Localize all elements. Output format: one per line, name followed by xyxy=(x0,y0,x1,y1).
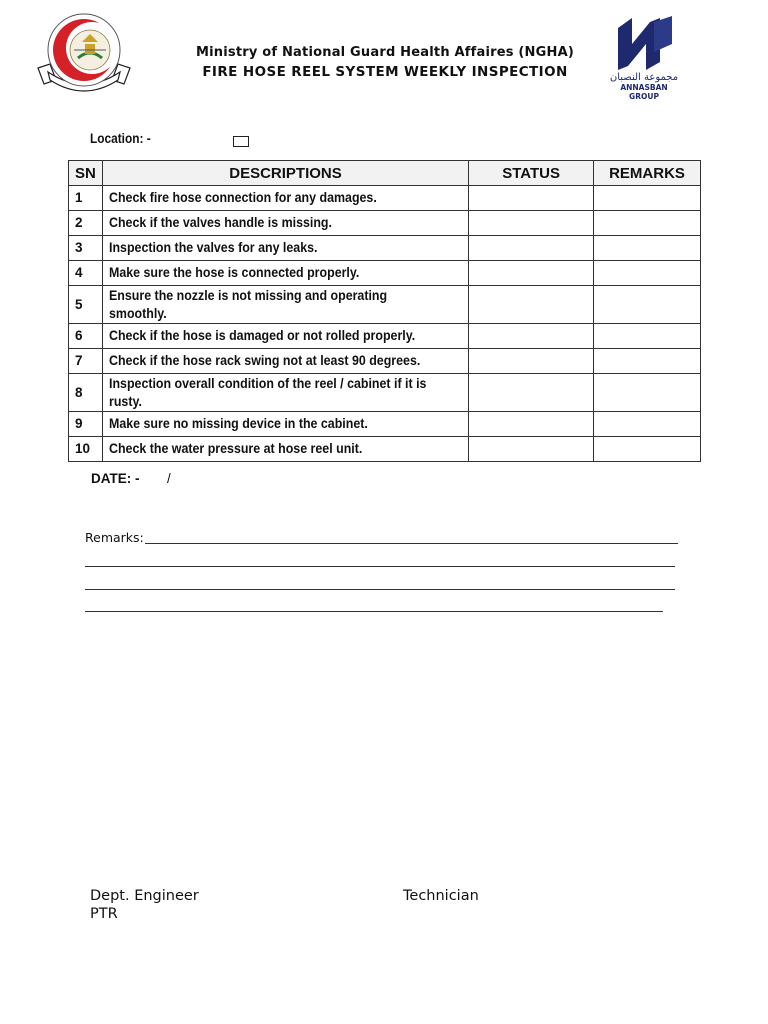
inspection-table xyxy=(68,160,701,462)
row-sn: 5 xyxy=(69,286,103,324)
row-remarks-cell[interactable] xyxy=(594,374,701,412)
row-status-cell[interactable] xyxy=(469,374,594,412)
row-description: Make sure the hose is connected properly. xyxy=(102,261,468,286)
remarks-label: Remarks: xyxy=(85,530,144,545)
row-description: Check if the hose is damaged or not rolled properly. xyxy=(102,324,468,349)
row-status-cell[interactable] xyxy=(469,211,594,236)
row-status-cell[interactable] xyxy=(469,412,594,437)
table-row xyxy=(69,437,701,462)
location-label: Location: - xyxy=(90,131,151,146)
row-remarks-cell[interactable] xyxy=(594,286,701,324)
row-status-cell[interactable] xyxy=(469,236,594,261)
page-title: FIRE HOSE REEL SYSTEM WEEKLY INSPECTION xyxy=(202,64,568,80)
date-separator: / xyxy=(167,471,171,486)
row-remarks-cell[interactable] xyxy=(594,412,701,437)
row-description: Check fire hose connection for any damages. xyxy=(102,186,468,211)
row-sn: 3 xyxy=(69,236,103,261)
table-row xyxy=(69,349,701,374)
column-header-status: STATUS xyxy=(469,161,594,186)
location-checkbox[interactable] xyxy=(233,136,249,147)
row-description: Check if the hose rack swing not at least 90 degrees. xyxy=(102,349,468,374)
table-header-row xyxy=(69,161,701,186)
annasban-group-logo xyxy=(606,14,682,101)
row-sn: 1 xyxy=(69,186,103,211)
table-row xyxy=(69,374,701,412)
row-status-cell[interactable] xyxy=(469,324,594,349)
row-remarks-cell[interactable] xyxy=(594,211,701,236)
table-row xyxy=(69,211,701,236)
row-status-cell[interactable] xyxy=(469,349,594,374)
row-description: Inspection overall condition of the reel / cabinet if it is rusty. xyxy=(102,374,468,412)
row-sn: 6 xyxy=(69,324,103,349)
row-remarks-cell[interactable] xyxy=(594,437,701,462)
row-status-cell[interactable] xyxy=(469,261,594,286)
ministry-name: Ministry of National Guard Health Affaires (NGHA) xyxy=(196,45,574,60)
row-remarks-cell[interactable] xyxy=(594,324,701,349)
remarks-line[interactable] xyxy=(85,611,663,612)
ngha-emblem-logo xyxy=(34,10,134,96)
ptr-label: PTR xyxy=(90,906,118,922)
table-row xyxy=(69,412,701,437)
row-description: Make sure no missing device in the cabinet. xyxy=(102,412,468,437)
table-row xyxy=(69,261,701,286)
row-remarks-cell[interactable] xyxy=(594,349,701,374)
row-sn: 10 xyxy=(69,437,103,462)
row-remarks-cell[interactable] xyxy=(594,186,701,211)
remarks-line[interactable] xyxy=(85,589,675,590)
row-sn: 9 xyxy=(69,412,103,437)
row-status-cell[interactable] xyxy=(469,186,594,211)
row-description: Inspection the valves for any leaks. xyxy=(102,236,468,261)
column-header-remarks: REMARKS xyxy=(594,161,701,186)
row-sn: 2 xyxy=(69,211,103,236)
remarks-line[interactable] xyxy=(85,566,675,567)
row-sn: 7 xyxy=(69,349,103,374)
column-header-descriptions: DESCRIPTIONS xyxy=(102,161,468,186)
logo-arabic-text: مجموعة النصبان xyxy=(609,72,679,83)
dept-engineer-label: Dept. Engineer xyxy=(90,888,199,904)
row-sn: 4 xyxy=(69,261,103,286)
row-description: Ensure the nozzle is not missing and operating smoothly. xyxy=(102,286,468,324)
table-row xyxy=(69,286,701,324)
row-remarks-cell[interactable] xyxy=(594,261,701,286)
remarks-line[interactable] xyxy=(145,543,678,544)
row-status-cell[interactable] xyxy=(469,437,594,462)
table-row xyxy=(69,186,701,211)
row-description: Check if the valves handle is missing. xyxy=(102,211,468,236)
table-row xyxy=(69,236,701,261)
date-label: DATE: - xyxy=(91,471,140,486)
row-status-cell[interactable] xyxy=(469,286,594,324)
row-sn: 8 xyxy=(69,374,103,412)
row-remarks-cell[interactable] xyxy=(594,236,701,261)
logo-english-text: ANNASBAN GROUP xyxy=(620,83,668,101)
column-header-sn: SN xyxy=(69,161,103,186)
table-row xyxy=(69,324,701,349)
row-description: Check the water pressure at hose reel unit. xyxy=(102,437,468,462)
technician-label: Technician xyxy=(403,888,479,904)
